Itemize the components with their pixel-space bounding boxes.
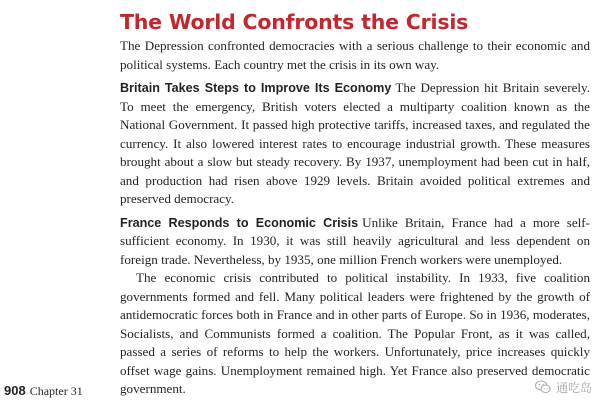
france-body: Unlike Britain, France had a more self-sufficient economy. In 1930, it was still heavily agricultural and less dependent on foreign trade. Nevertheless, by 1935, one million French workers were unemployed. bbox=[120, 214, 590, 267]
france-paragraph-2: The economic crisis contributed to political instability. In 1933, five coalition governments formed and fell. Many political leaders were frightened by the growth of antidemocratic forces both in France and in other parts of Europe. So in 1936, moderates, Socialists, and Communists formed a coalition. The Popular Front, as it was called, passed a series of reforms to help the workers. Unfortunately, price increases quickly offset wage gains. Unemployment remained high. Yet France also preserved democratic government. bbox=[120, 270, 590, 396]
intro-paragraph: The Depression confronted democracies with a serious challenge to their economic and political systems. Each country met the crisis in its own way. bbox=[120, 38, 590, 72]
chapter-label: Chapter 31 bbox=[29, 384, 83, 398]
page-footer bbox=[4, 383, 83, 399]
watermark bbox=[534, 378, 592, 396]
britain-subhead: Britain Takes Steps to Improve Its Economy bbox=[120, 81, 392, 95]
britain-paragraph bbox=[120, 79, 590, 209]
section-heading: The World Confronts the Crisis bbox=[120, 10, 469, 34]
page-number: 908 bbox=[4, 383, 26, 398]
main-content bbox=[120, 8, 590, 399]
britain-body: The Depression hit Britain severely. To meet the emergency, British voters elected a multiparty coalition known as the National Government. It passed high protective tariffs, increased taxes, and regulated the currency. It also lowered interest rates to encourage industrial growth. These measures brought about a slow but steady recovery. By 1937, unemployment had been cut in half, and production had risen above 1929 levels. Britain avoided political extremes and preserved democracy. bbox=[120, 80, 590, 206]
watermark-text: 通吃岛 bbox=[555, 380, 592, 395]
wechat-icon bbox=[534, 378, 552, 396]
france-subhead: France Responds to Economic Crisis bbox=[120, 215, 359, 230]
france-paragraph bbox=[120, 214, 590, 270]
